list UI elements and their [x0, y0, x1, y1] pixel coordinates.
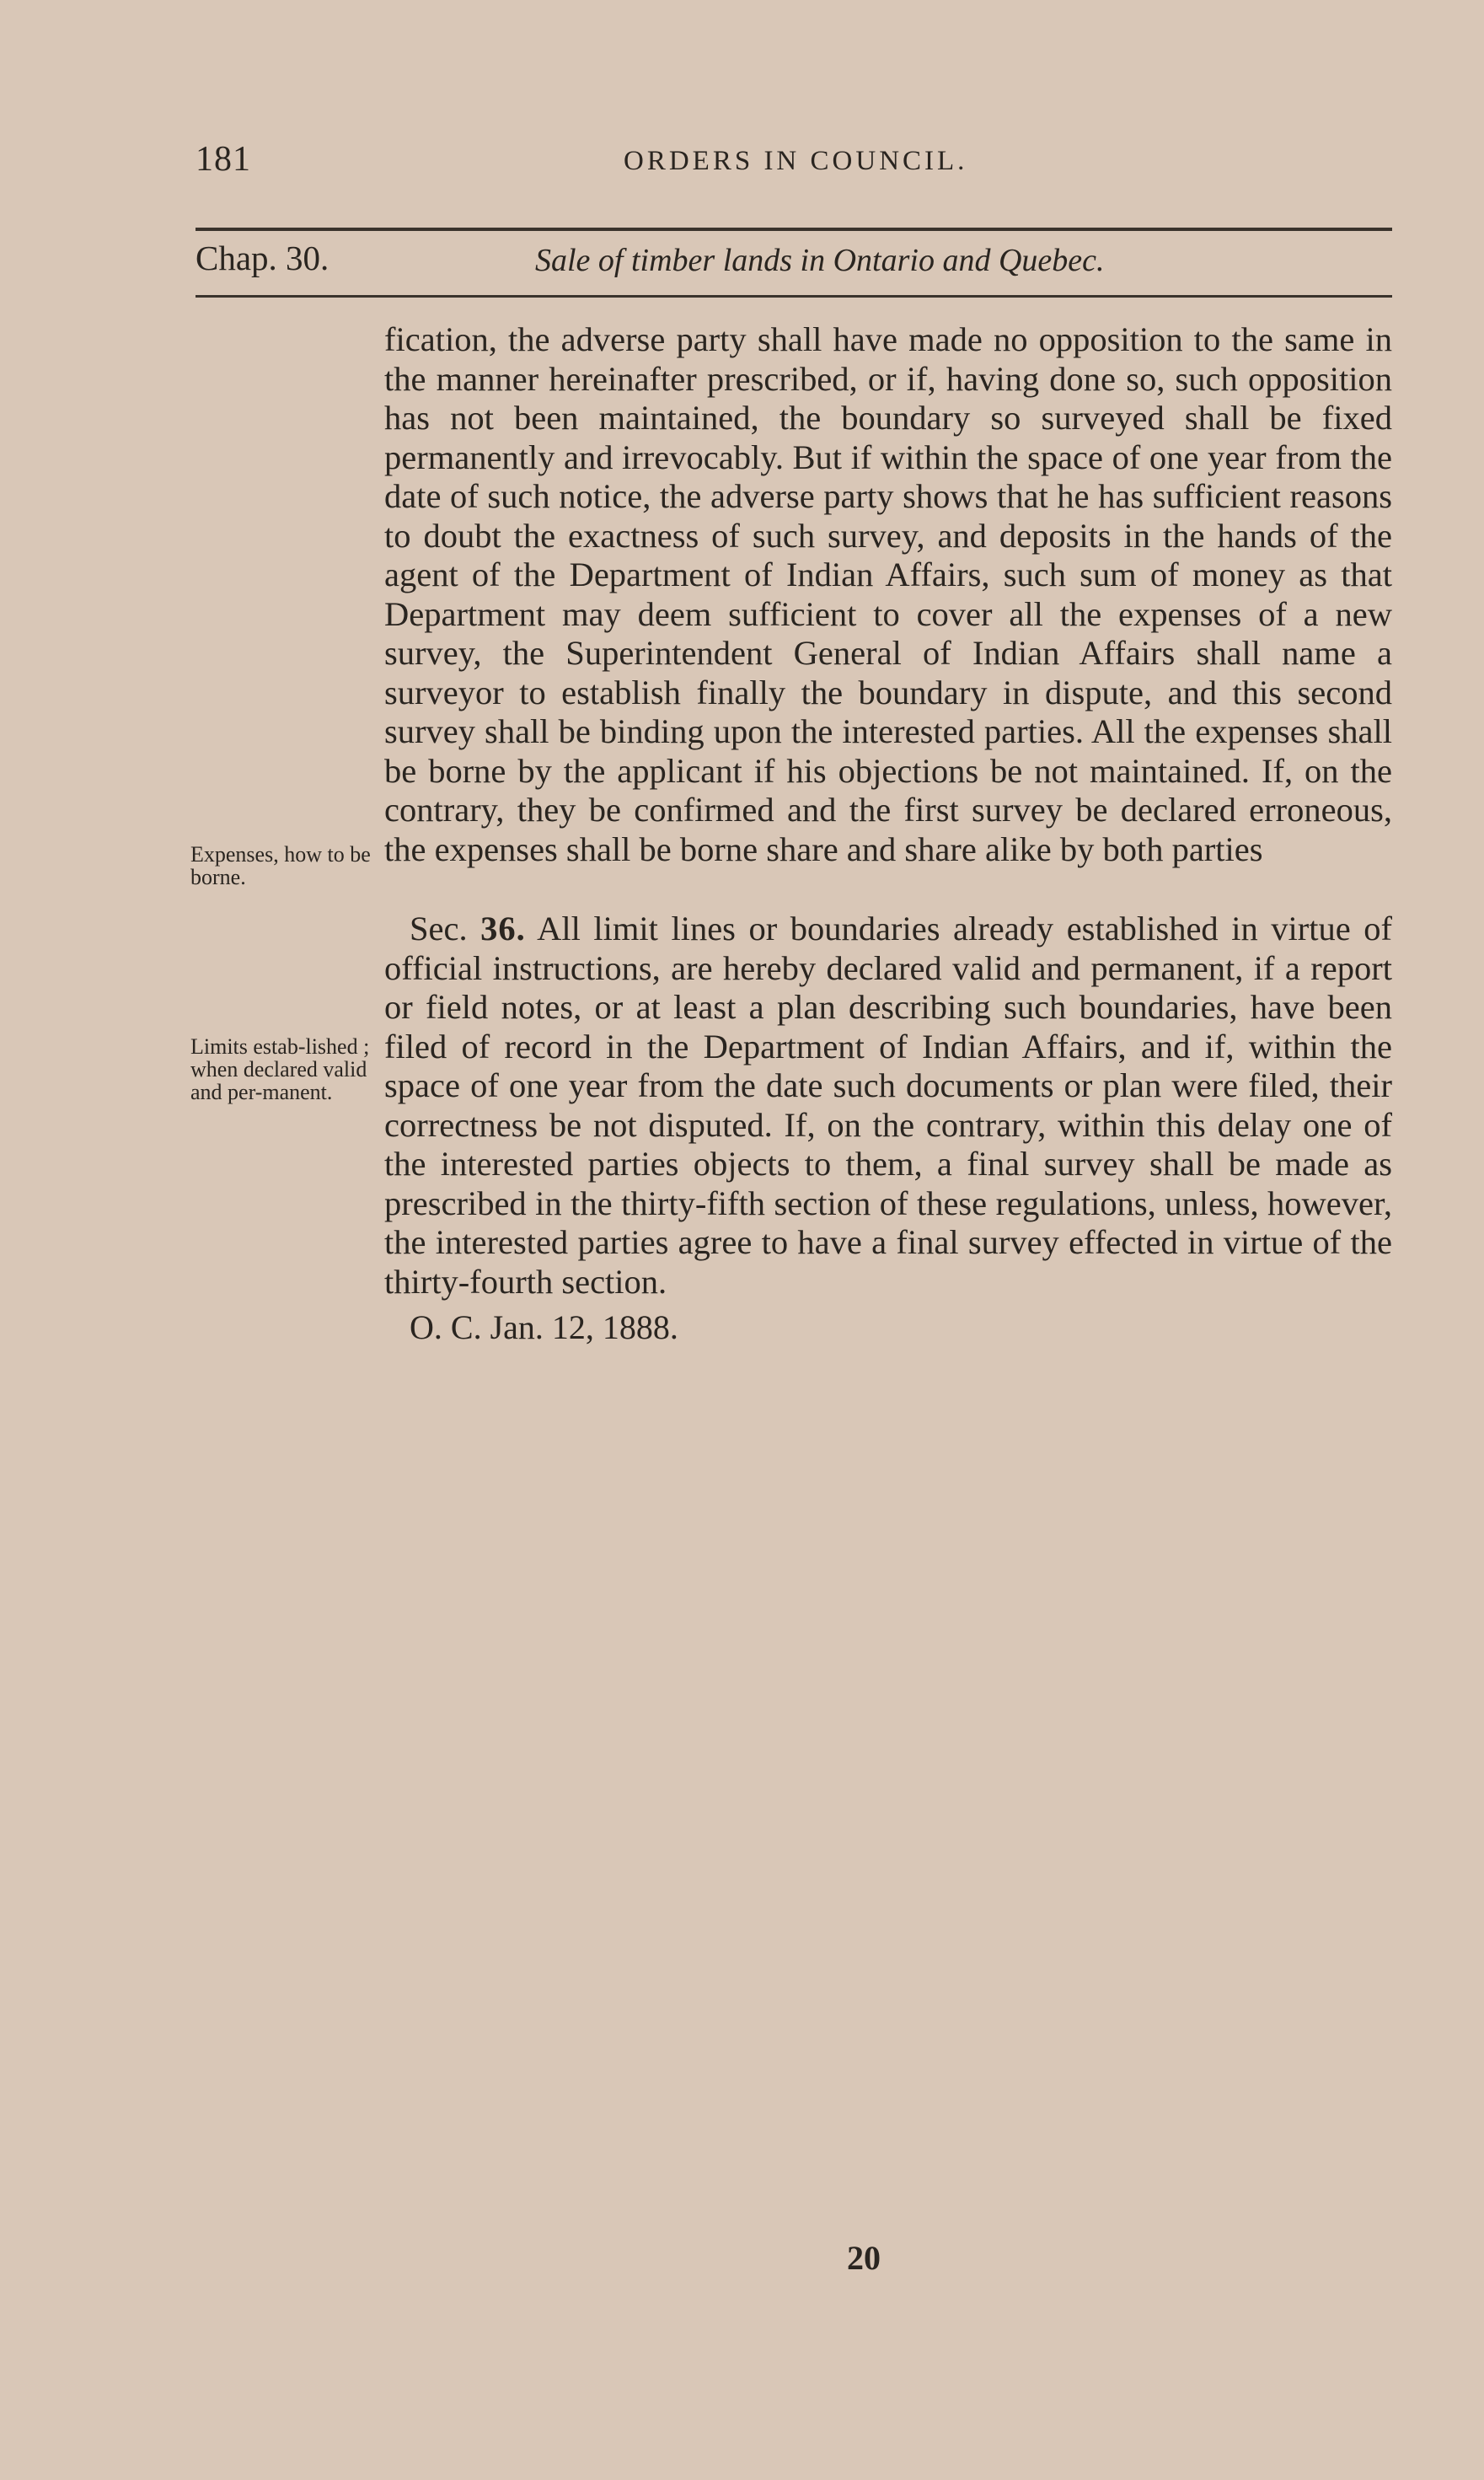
chapter-title: Sale of timber lands in Ontario and Quebec.: [535, 243, 1105, 278]
order-in-council-citation: O. C. Jan. 12, 1888.: [410, 1308, 678, 1346]
paragraph-section-36: [384, 910, 1392, 1302]
page-number: 181: [196, 140, 251, 179]
section-label: Sec.: [410, 910, 468, 947]
chapter-label: Chap. 30.: [196, 239, 329, 277]
paragraph-continuation: fication, the adverse party shall have made no opposition to the same in the manner hereinafter prescribed, or if, having done so, such opposition has not been maintained, the boundary so surveyed shall be fixed permanently and irrevocably. But if within the space of one year from the date of such notice, the adverse party shows that he has sufficient reasons to doubt the exactness of such survey, and deposits in the hands of the agent of the Department of Indian Affairs, such sum of money as that Department may deem sufficient to cover all the expenses of a new survey, the Superintendent General of Indian Affairs shall name a surveyor to establish finally the boundary in dispute, and this second survey shall be binding upon the interested parties. All the expenses shall be borne by the applicant if his objections be not maintained. If, on the contrary, they be confirmed and the first survey be declared erroneous, the expenses shall be borne share and share alike by both parties: [384, 320, 1392, 868]
section-number: 36.: [480, 910, 526, 947]
header-rule-bottom: [196, 295, 1392, 298]
section-36-text: All limit lines or boundaries already established in virtue of official instructions, are hereby declared valid and permanent, if a report or field notes, or at least a plan describing such boundaries, have been filed of record in the Department of Indian Affairs, and if, within the space of one year from the date such documents or plan were filed, their correctness be not disputed. If, on the contrary, within this delay one of the interested parties objects to them, a final survey shall be made as prescribed in the thirty-fifth section of these regulations, unless, however, the interested parties agree to have a final survey effected in virtue of the thirty-fourth section.: [384, 910, 1392, 1301]
header-rule-top: [196, 228, 1392, 231]
body-text: [384, 320, 1392, 1348]
margin-note-limits: Limits estab-lished ; when declared valid and per-manent.: [190, 1034, 370, 1104]
running-title: ORDERS IN COUNCIL.: [624, 146, 968, 176]
signature-mark: 20: [847, 2239, 881, 2277]
margin-note-expenses: Expenses, how to be borne.: [190, 842, 371, 889]
